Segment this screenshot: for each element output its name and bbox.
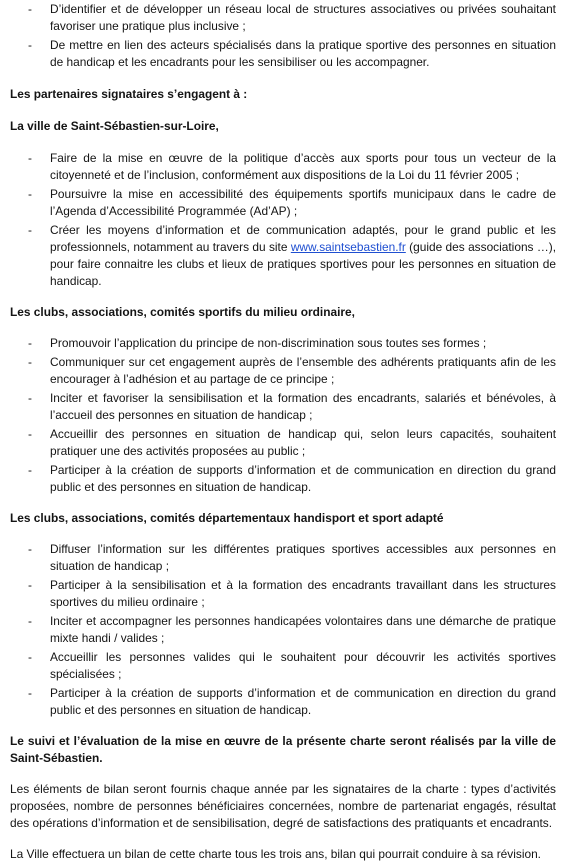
bullet-dash: - [28,223,32,237]
list-item-text: Faire de la mise en œuvre de la politique d’accès aux sports pour tous un vecteur de la citoyenneté et de l’inclusion, conformément aux dispositions de la Loi du 11 février 2005 ; [50,151,556,182]
list-item [10,462,556,496]
list-item [10,335,556,352]
list-item-text: De mettre en lien des acteurs spécialisés dans la pratique sportive des personnes en situation de handicap et les encadrants pour les sensibiliser ou les accompagner. [50,38,556,69]
list-item [10,354,556,388]
partners-heading: Les partenaires signataires s’engagent à : [10,87,248,101]
bullet-dash: - [28,650,32,664]
bullet-dash: - [28,355,32,369]
bullet-dash: - [28,151,32,165]
list-item-text: Accueillir des personnes en situation de handicap qui, selon leurs capacités, souhaitent pratiquer une des activités proposées au public ; [50,427,556,458]
list-item [10,37,556,71]
bullet-dash: - [28,187,32,201]
bullet-dash: - [28,542,32,556]
bullet-dash: - [28,614,32,628]
bullet-dash: - [28,427,32,441]
list-item [10,186,556,220]
list-item-text: Poursuivre la mise en accessibilité des équipements sportifs municipaux dans le cadre de l’Agenda d’Accessibilité Programmée (Ad’AP) ; [50,187,556,218]
clubs-ordinary-heading: Les clubs, associations, comités sportifs du milieu ordinaire, [10,305,355,319]
list-item-text-after: (guide des associations …), pour faire connaitre les clubs et lieux de pratiques sportives pour les personnes en situation de handicap. [50,240,556,288]
list-item [10,649,556,683]
list-item-text-before: Créer les moyens d’information et de communication adaptés, pour le grand public et les professionnels, notamment au travers du site [50,223,556,254]
list-item-text: Accueillir les personnes valides qui le souhaitent pour découvrir les activités sportives spécialisées ; [50,650,556,681]
list-item-text: Diffuser l’information sur les différentes pratiques sportives accessibles aux personnes en situation de handicap ; [50,542,556,573]
clubs-adapted-list [10,541,556,719]
clubs-adapted-heading: Les clubs, associations, comités départementaux handisport et sport adapté [10,511,444,525]
list-item-text: Inciter et favoriser la sensibilisation et la formation des encadrants, salariés et bénévoles, à l’accueil des personnes en situation de handicap ; [50,391,556,422]
list-item [10,222,556,290]
website-link[interactable]: www.saintsebastien.fr [290,240,406,254]
list-item [10,685,556,719]
list-item-text: Promouvoir l’application du principe de non-discrimination sous toutes ses formes ; [50,336,487,350]
city-list [10,150,556,290]
bullet-dash: - [28,578,32,592]
document-page [0,1,570,861]
final-paragraph: La Ville effectuera un bilan de cette charte tous les trois ans, bilan qui pourrait conduire à sa révision. [10,847,541,861]
list-item-text: Participer à la sensibilisation et à la formation des encadrants travaillant dans les structures sportives du milieu ordinaire ; [50,578,556,609]
bullet-dash: - [28,336,32,350]
bullet-dash: - [28,391,32,405]
list-item-text: Participer à la création de supports d’information et de communication en direction du grand public et des personnes en situation de handicap. [50,463,556,494]
list-item-text: Participer à la création de supports d’information et de communication en direction du grand public et des personnes en situation de handicap. [50,686,556,717]
list-item [10,150,556,184]
clubs-ordinary-list [10,335,556,496]
bullet-dash: - [28,463,32,477]
list-item [10,541,556,575]
list-item-text: D’identifier et de développer un réseau local de structures associatives ou privées souhaitant favoriser une pratique plus inclusive ; [50,2,556,33]
city-heading: La ville de Saint-Sébastien-sur-Loire, [10,119,219,133]
list-item [10,1,556,35]
list-item-text: Inciter et accompagner les personnes handicapées volontaires dans une démarche de pratique mixte handi / valides ; [50,614,556,645]
bullet-dash: - [28,38,32,52]
list-item [10,577,556,611]
list-item [10,390,556,424]
bullet-dash: - [28,686,32,700]
list-item [10,426,556,460]
list-item-text: Communiquer sur cet engagement auprès de l’ensemble des adhérents pratiquants afin de les encourager à l’adhésion et au partage de ce principe ; [50,355,556,386]
intro-list [10,1,556,71]
followup-paragraph: Les éléments de bilan seront fournis chaque année par les signataires de la charte : types d’activités proposées, nombre de personnes bénéficiaires concernées, nombre de partenariat engagés, résultat des opérations d’information et de sensibilisation, degré de satisfactions des pratiquants et encadrants. [10,782,556,830]
list-item [10,613,556,647]
bullet-dash: - [28,2,32,16]
followup-heading: Le suivi et l’évaluation de la mise en œuvre de la présente charte seront réalisés par la ville de Saint-Sébastien. [10,734,556,765]
